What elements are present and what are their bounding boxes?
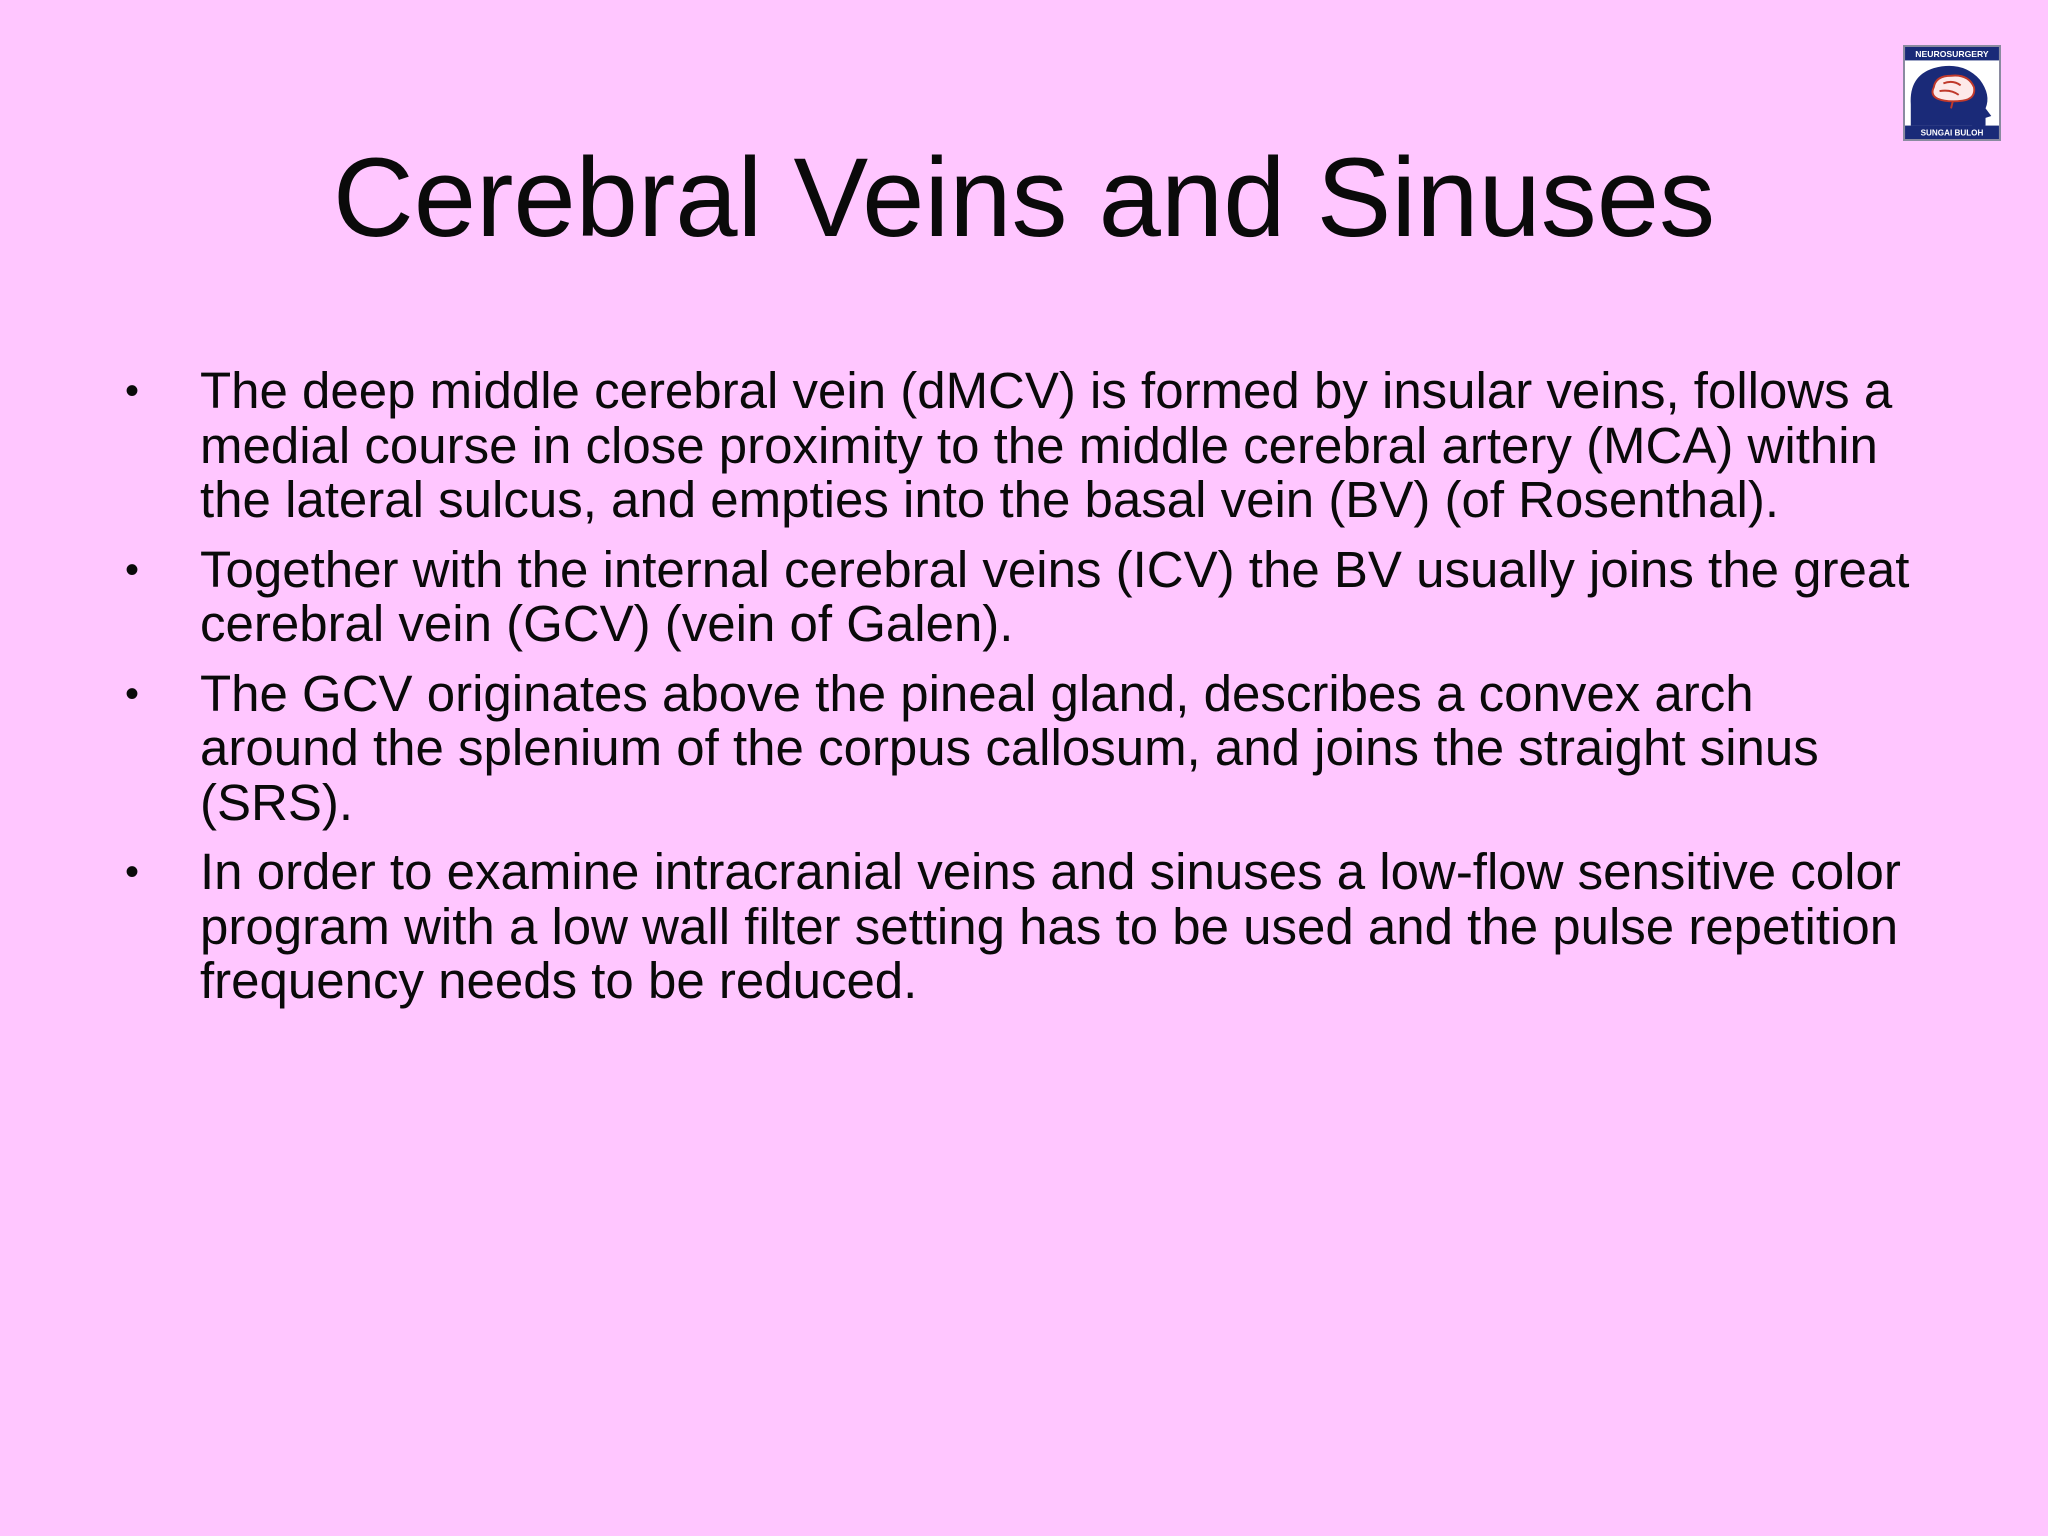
neurosurgery-head-brain-logo-icon — [1905, 47, 1999, 139]
slide-title: Cerebral Veins and Sinuses — [332, 135, 1716, 260]
bullet-item — [120, 845, 1920, 1009]
bullet-text: In order to examine intracranial veins and sinuses a low-flow sensitive color program with a low wall filter setting has to be used and the pulse repetition frequency needs to be reduced. — [200, 843, 1901, 1009]
bullet-item — [120, 364, 1920, 528]
bullet-text: Together with the internal cerebral veins (ICV) the BV usually joins the great cerebral vein (GCV) (vein of Galen). — [200, 540, 1910, 652]
bullet-icon: • — [125, 850, 140, 894]
bullet-text: The GCV originates above the pineal gland, describes a convex arch around the splenium of the corpus callosum, and joins the straight sinus (SRS). — [200, 664, 1819, 831]
bullet-item — [120, 540, 1920, 652]
bullet-text: The deep middle cerebral vein (dMCV) is formed by insular veins, follows a medial course in close proximity to the middle cerebral artery (MCA) within the lateral sulcus, and empties into the basal vein (BV) (of Rosenthal). — [200, 362, 1893, 528]
neurosurgery-logo — [1903, 45, 2001, 141]
bullet-icon: • — [125, 369, 140, 413]
bullet-list — [120, 364, 1920, 1024]
bullet-icon: • — [125, 547, 140, 592]
logo-top-text: NEUROSURGERY — [1915, 49, 1989, 60]
logo-bottom-text: SUNGAI BULOH — [1920, 128, 1984, 138]
bullet-icon: • — [125, 671, 140, 716]
bullet-item — [120, 664, 1920, 831]
